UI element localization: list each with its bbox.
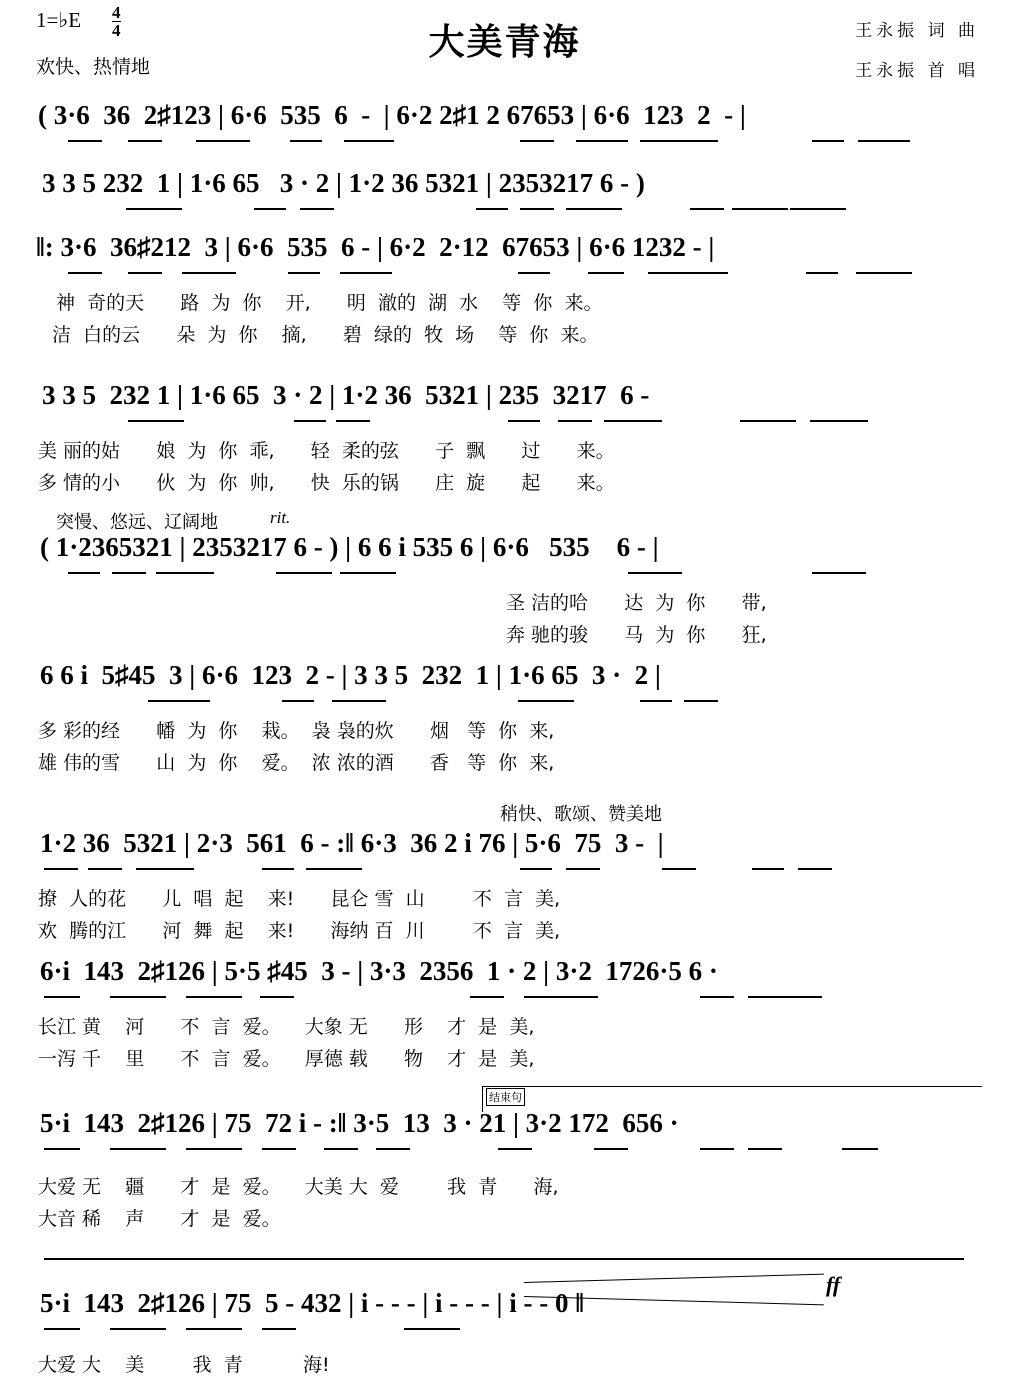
notes-verse-5: 6·i 143 2♯126 | 5·5 ♯45 3 - | 3·3 2356 1 · 2 | 3·2 1726·5 6 · bbox=[40, 956, 718, 986]
key-signature: 1=♭E bbox=[36, 8, 82, 32]
meter-numerator: 4 bbox=[112, 3, 121, 22]
notes-bridge: ( 1·2365321 | 2353217 6 - ) | 6 6 i 535 6 | 6·6 535 6 - | bbox=[40, 532, 659, 562]
lyric-line: 洁 白的云 朵 为 你 摘, 碧 绿的 牧 场 等 你 来。 bbox=[52, 324, 599, 346]
lyric-line: 神 奇的天 路 为 你 开, 明 澈的 湖 水 等 你 来。 bbox=[56, 292, 603, 314]
lyric-line: 美 丽的姑 娘 为 你 乖, 轻 柔的弦 子 飘 过 来。 bbox=[38, 440, 615, 462]
notes-verse-4: 1·2 36 5321 | 2·3 561 6 - :‖ 6·3 36 2 i 76 | 5·6 75 3 - | bbox=[40, 828, 664, 858]
notes-verse-2: 3 3 5 232 1 | 1·6 65 3 · 2 | 1·2 36 5321 | 235 3217 6 - bbox=[42, 380, 650, 410]
credit-singer: 王永振 首 唱 bbox=[855, 61, 979, 81]
notes-coda: 5·i 143 2♯126 | 75 5 - 432 | i - - - | i - - - | i - - 0 ‖ bbox=[40, 1288, 584, 1318]
lyric-line: 圣 洁的哈 达 为 你 带, bbox=[506, 592, 767, 614]
notes-verse-6: 5·i 143 2♯126 | 75 72 i - :‖ 3·5 13 3 · 21 | 3·2 172 656 · bbox=[40, 1108, 679, 1138]
notes-intro-2: 3 3 5 232 1 | 1·6 65 3 · 2 | 1·2 36 5321 | 2353217 6 - ) bbox=[42, 168, 645, 198]
rit-expression-it: rit. bbox=[270, 508, 291, 527]
ending-box-label: 结束句 bbox=[486, 1088, 525, 1106]
meter-denominator: 4 bbox=[112, 21, 121, 40]
lyric-line: 撩 人的花 儿 唱 起 来! 昆仑 雪 山 不 言 美, bbox=[38, 888, 561, 910]
lyric-line: 奔 驰的骏 马 为 你 狂, bbox=[506, 624, 767, 646]
lyric-line: 大音 稀 声 才 是 爱。 bbox=[38, 1208, 281, 1230]
notes-verse-1: ‖: 3·6 36♯212 3 | 6·6 535 6 - | 6·2 2·12 67653 | 6·6 1232 - | bbox=[36, 232, 715, 262]
lyric-line: 长江 黄 河 不 言 爱。 大象 无 形 才 是 美, bbox=[38, 1016, 535, 1038]
lyric-line: 多 彩的经 幡 为 你 栽。 袅 袅的炊 烟 等 你 来, bbox=[38, 720, 555, 742]
rit-expression-cn: 突慢、悠远、辽阔地 bbox=[56, 512, 218, 533]
lyric-line: 多 情的小 伙 为 你 帅, 快 乐的锅 庄 旋 起 来。 bbox=[38, 472, 615, 494]
credit-lyricist: 王永振 词 曲 bbox=[855, 21, 979, 41]
lyric-line: 大爱 大 美 我 青 海! bbox=[38, 1354, 330, 1376]
lyric-line: 一泻 千 里 不 言 爱。 厚德 载 物 才 是 美, bbox=[38, 1048, 535, 1070]
notes-intro-1: ( 3·6 36 2♯123 | 6·6 535 6 - | 6·2 2♯1 2 67653 | 6·6 123 2 - | bbox=[38, 100, 746, 130]
lyric-line: 大爱 无 疆 才 是 爱。 大美 大 爱 我 青 海, bbox=[38, 1176, 559, 1198]
dynamic-ff: ff bbox=[826, 1272, 841, 1297]
notes-verse-3: 6 6 i 5♯45 3 | 6·6 123 2 - | 3 3 5 232 1 | 1·6 65 3 · 2 | bbox=[40, 660, 661, 690]
tempo-expression: 欢快、热情地 bbox=[36, 56, 151, 78]
lyric-line: 雄 伟的雪 山 为 你 爱。 浓 浓的酒 香 等 你 来, bbox=[38, 752, 555, 774]
lyric-line: 欢 腾的江 河 舞 起 来! 海纳 百 川 不 言 美, bbox=[38, 920, 561, 942]
section2-expression: 稍快、歌颂、赞美地 bbox=[500, 804, 662, 825]
page-title: 大美青海 bbox=[428, 22, 581, 63]
